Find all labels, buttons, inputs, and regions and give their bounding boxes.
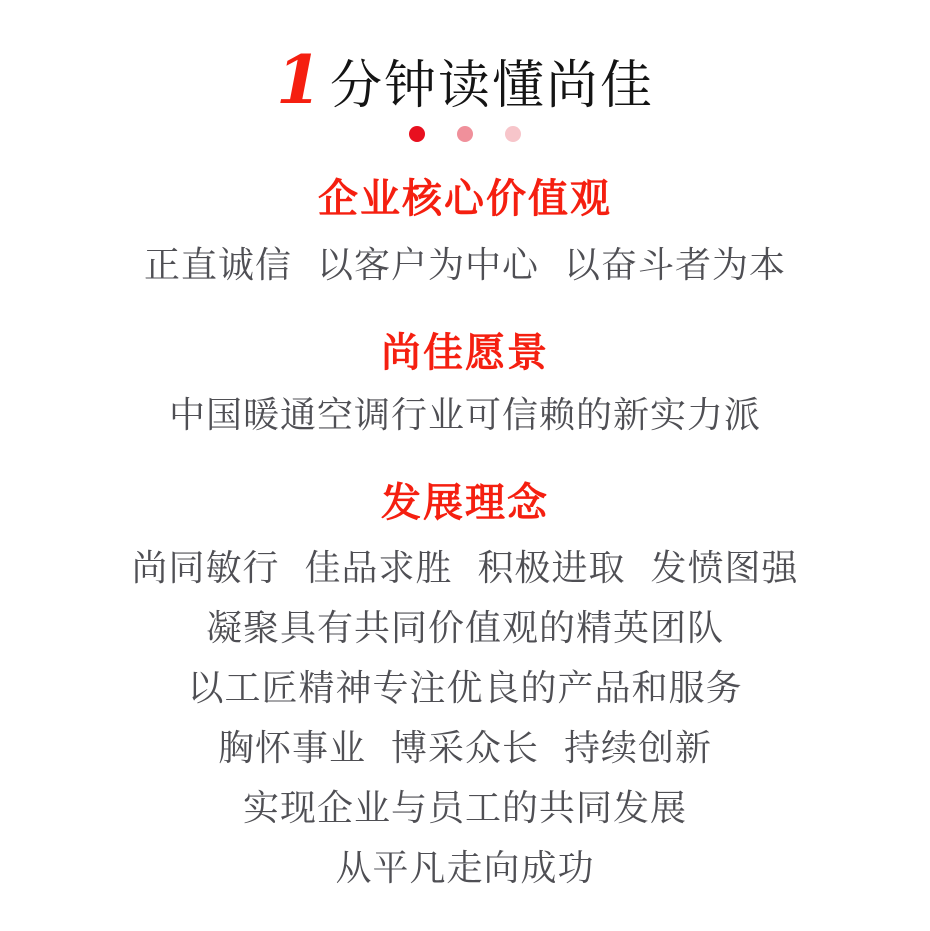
- section-development-philosophy: [0, 481, 930, 898]
- development-heading: 发展理念: [381, 481, 549, 525]
- section-vision: [0, 331, 930, 437]
- development-line: 实现企业与员工的共同发展: [242, 787, 687, 828]
- development-line: 尚同敏行 佳品求胜 积极进取 发愤图强: [131, 547, 799, 588]
- pagination-dots: [0, 126, 930, 142]
- development-line: 凝聚具有共同价值观的精英团队: [205, 607, 724, 648]
- core-values-heading: 企业核心价值观: [318, 177, 612, 221]
- dot-pink-icon: [457, 126, 473, 142]
- dot-red-icon: [409, 126, 425, 142]
- title-number: 1: [276, 41, 322, 119]
- core-values-line: 正直诚信 以客户为中心 以奋斗者为本: [143, 244, 786, 285]
- section-core-values: [0, 177, 930, 287]
- title-text: 分钟读懂尚佳: [329, 57, 654, 115]
- dot-lightpink-icon: [505, 126, 521, 142]
- development-line: 以工匠精神专注优良的产品和服务: [187, 667, 743, 708]
- vision-line: 中国暖通空调行业可信赖的新实力派: [168, 394, 761, 435]
- development-line: 胸怀事业 博采众长 持续创新: [217, 727, 712, 768]
- development-line: 从平凡走向成功: [335, 847, 595, 888]
- vision-heading: 尚佳愿景: [381, 331, 549, 375]
- page-title: [0, 42, 930, 118]
